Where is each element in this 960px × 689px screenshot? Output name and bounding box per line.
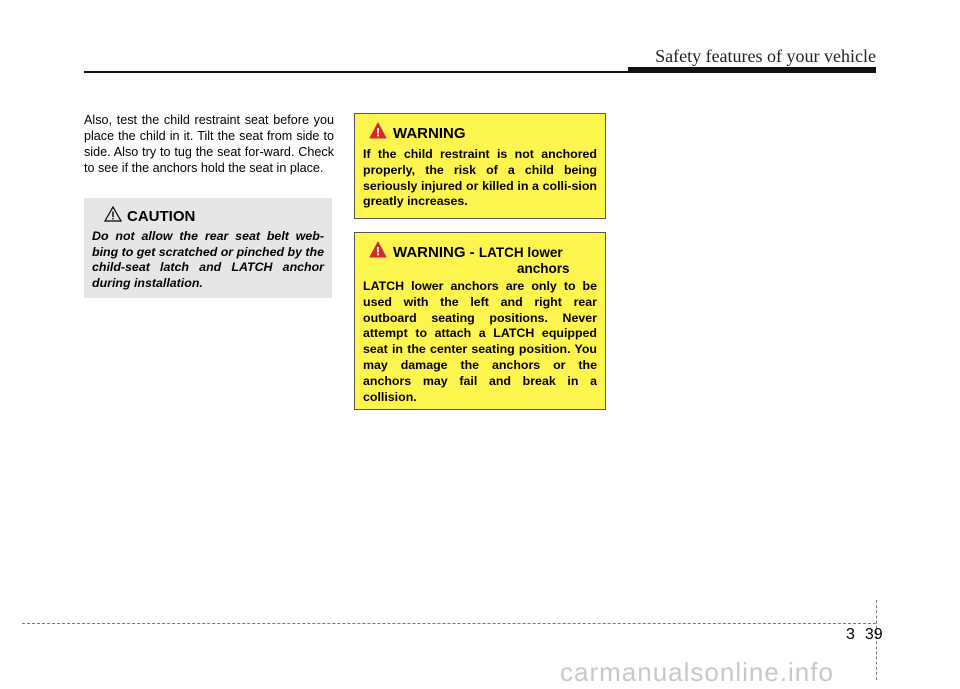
caution-box (84, 198, 332, 298)
section-title: Safety features of your vehicle (655, 46, 876, 66)
page-number-value: 39 (864, 626, 883, 643)
caution-triangle-icon (104, 206, 122, 227)
latch-warning-header (369, 241, 597, 276)
warning-box (354, 113, 606, 219)
latch-warning-title (393, 244, 570, 276)
page-number (846, 626, 883, 644)
chapter-number: 3 (846, 626, 855, 643)
warning-title: WARNING (393, 125, 466, 142)
caution-title: CAUTION (127, 208, 196, 225)
header-rule-bold (628, 67, 876, 73)
latch-warning-box (354, 232, 606, 410)
latch-warning-subtitle-2: anchors (517, 261, 570, 276)
warning-triangle-icon (369, 122, 387, 144)
watermark: carmanualsonline.info (560, 657, 834, 687)
warning-body: If the child restraint is not anchored properly, the risk of a child being seriously injured or killed in a colli-sion greatly increases. (363, 147, 597, 209)
latch-warning-body: LATCH lower anchors are only to be used with the left and right rear outboard seating positions. Never attempt to attach a LATCH equipped seat in the center seating position. You may damage the anchors or the anchors may fail and break in a collision. (363, 279, 597, 404)
caution-body: Do not allow the rear seat belt web-bing to get scratched or pinched by the child-seat latch and LATCH anchor during installation. (92, 229, 325, 290)
caution-header (104, 206, 324, 227)
intro-paragraph: Also, test the child restraint seat before you place the child in it. Tilt the seat from side to side. Also try to tug the seat for-ward. Check to see if the anchors hold the seat in place. (84, 113, 334, 175)
footer-divider (22, 623, 876, 624)
latch-warning-title-main: WARNING - (393, 244, 475, 261)
latch-warning-subtitle: LATCH lower (478, 245, 563, 260)
warning-header (369, 122, 597, 144)
warning-triangle-icon (369, 241, 387, 263)
